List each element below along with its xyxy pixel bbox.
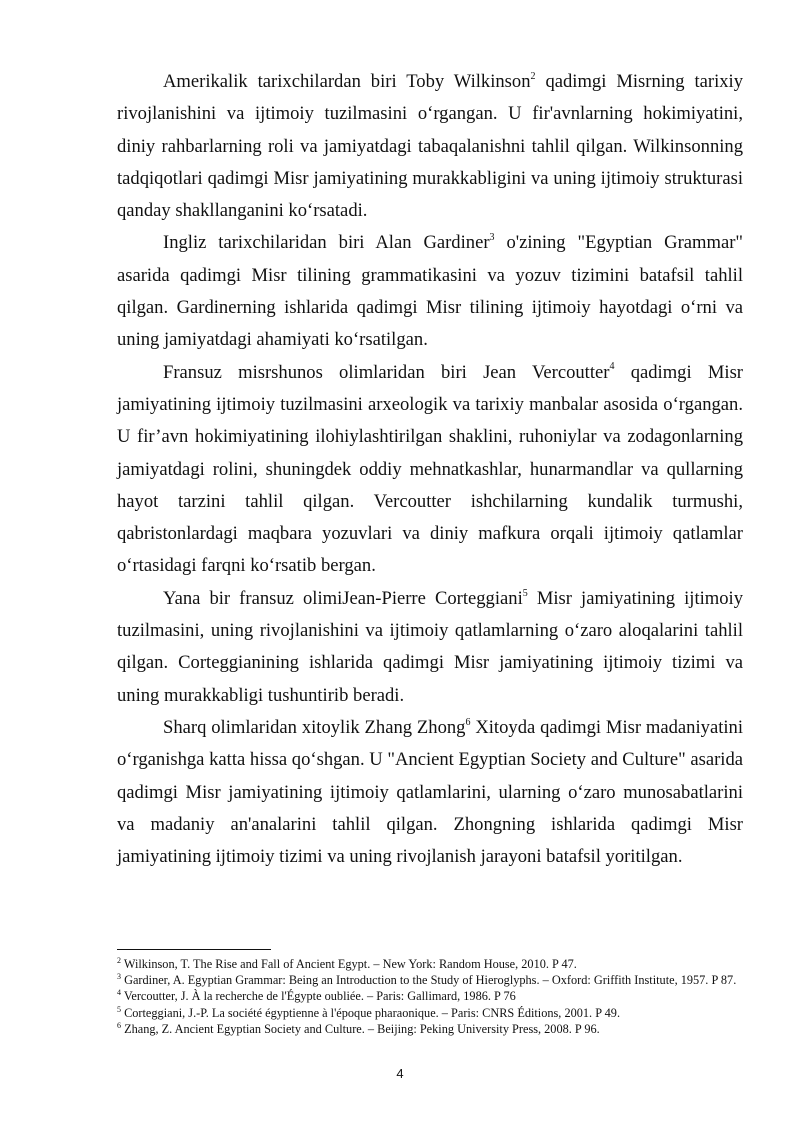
footnote-text: Zhang, Z. Ancient Egyptian Society and Culture. – Beijing: Peking University Press, 2008. P 96. (121, 1021, 600, 1036)
paragraph-text: Misr jamiyatining ijtimoiy tuzilmasini, uning rivojlanishini va ijtimoiy qatlamlarning o‘zaro aloqalarini tahlil qilgan. Corteggianining ishlarida qadimgi Misr jamiyatining ijtimoiy tizimi va uning murakkabligi tushuntirib beradi. (117, 587, 743, 706)
footnote-ref-6: 6 (465, 716, 471, 728)
footnote-2 (117, 956, 743, 972)
page-number: 4 (396, 1066, 404, 1081)
paragraph-text: Yana bir fransuz olimiJean-Pierre Corteggiani (163, 587, 523, 609)
footnote-ref-3: 3 (489, 232, 495, 244)
paragraph-vercoutter (117, 357, 743, 583)
footnote-number: 2 (117, 955, 121, 965)
footnote-number: 6 (117, 1020, 121, 1030)
paragraph-wilkinson (117, 66, 743, 227)
footnote-text: Wilkinson, T. The Rise and Fall of Ancient Egypt. – New York: Random House, 2010. P 47. (121, 957, 577, 971)
footnote-4 (117, 988, 743, 1004)
paragraph-text: Fransuz misrshunos olimlaridan biri Jean Vercoutter (163, 361, 610, 383)
footnote-5 (117, 1005, 743, 1021)
paragraph-text: qadimgi Misr jamiyatining ijtimoiy tuzilmasini arxeologik va tarixiy manbalar asosida o‘rgangan. U fir’avn hokimiyatining ilohiylashtirilgan shaklini, ruhoniylar va zodagonlarning jamiyatdagi rolini, shuningdek oddiy mehnatkashlar, hunarmandlar va qullarning hayot tarzini tahlil qilgan. Vercoutter ishchilarning kundalik turmushi, qabristonlardagi maqbara yozuvlari va diniy mafkura orqali ijtimoiy qatlamlar o‘rtasidagi farqni ko‘rsatib bergan. (117, 361, 743, 577)
footnote-ref-5: 5 (522, 587, 528, 599)
paragraph-text: Sharq olimlaridan xitoylik Zhang Zhong (163, 716, 466, 738)
body-text (117, 66, 743, 873)
footnote-ref-4: 4 (609, 361, 615, 373)
paragraph-text: o'zining "Egyptian Grammar" asarida qadimgi Misr tilining grammatikasini va yozuv tizimini batafsil tahlil qilgan. Gardinerning ishlarida qadimgi Misr tilining ijtimoiy hayotdagi o‘rni va uning jamiyatdagi ahamiyati ko‘rsatilgan. (117, 232, 743, 351)
footnote-number: 5 (117, 1004, 121, 1014)
footnote-6 (117, 1021, 743, 1037)
paragraph-text: qadimgi Misrning tarixiy rivojlanishini va ijtimoiy tuzilmasini o‘rgangan. U fir'avnlarning hokimiyatini, diniy rahbarlarning roli va jamiyatdagi tabaqalanishni tahlil qilgan. Wilkinsonning tadqiqotlari qadimgi Misr jamiyatining murakkabligini va uning ijtimoiy strukturasi qanday shakllanganini ko‘rsatadi. (117, 71, 743, 222)
footnote-text: Vercoutter, J. À la recherche de l'Égypte oubliée. – Paris: Gallimard, 1986. P 76 (121, 989, 516, 1004)
paragraph-text: Amerikalik tarixchilardan biri Toby Wilkinson (163, 71, 531, 92)
footnote-number: 4 (117, 988, 121, 998)
paragraph-text: Xitoyda qadimgi Misr madaniyatini o‘rganishga katta hissa qo‘shgan. U "Ancient Egyptian Society and Culture" asarida qadimgi Misr jamiyatining ijtimoiy qatlamlarini, ularning o‘zaro munosabatlarini va madaniy an'analarini tahlil qilgan. Zhongning ishlarida qadimgi Misr jamiyatining ijtimoiy tizimi va uning rivojlanish jarayoni batafsil yoritilgan. (117, 716, 743, 868)
paragraph-gardiner (117, 227, 743, 356)
paragraph-text: Ingliz tarixchilaridan biri Alan Gardiner (163, 232, 490, 254)
footnote-ref-2: 2 (530, 70, 536, 82)
paragraph-zhang (117, 712, 743, 873)
footnotes (117, 956, 743, 1037)
footnote-separator (117, 949, 271, 950)
footnote-number: 3 (117, 972, 121, 982)
footnote-text: Gardiner, A. Egyptian Grammar: Being an Introduction to the Study of Hieroglyphs. – Oxford: Griffith Institute, 1957. P 87. (121, 973, 737, 988)
footnote-text: Corteggiani, J.-P. La société égyptienne à l'époque pharaonique. – Paris: CNRS Éditions, 2001. P 49. (121, 1005, 621, 1020)
paragraph-corteggiani (117, 583, 743, 712)
footnote-3 (117, 972, 743, 988)
